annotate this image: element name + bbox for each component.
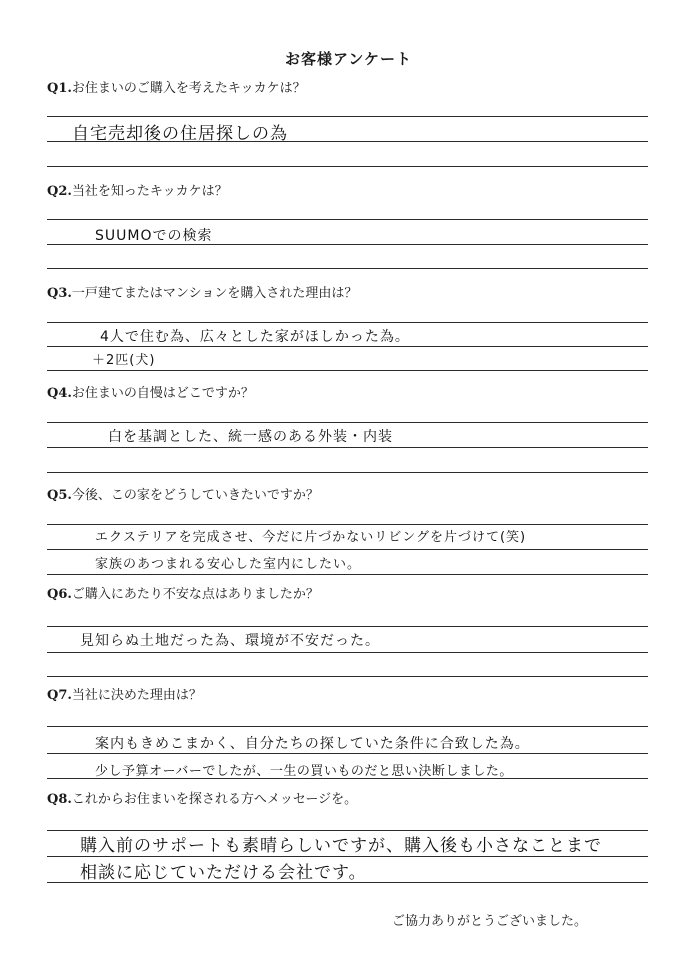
answer-rule bbox=[47, 524, 648, 525]
question-2 bbox=[47, 180, 228, 199]
question-text: ご購入にあたり不安な点はありましたか？ bbox=[71, 587, 319, 602]
answer-rule bbox=[47, 778, 648, 779]
closing-message: ご協力ありがとうございました。 bbox=[392, 914, 588, 929]
question-number: Q2. bbox=[47, 184, 72, 199]
answer-3-line-2: ＋2匹(犬) bbox=[92, 353, 156, 368]
question-1 bbox=[47, 77, 306, 96]
question-7 bbox=[47, 684, 202, 703]
question-text: お住まいのご購入を考えたキッカケは？ bbox=[71, 81, 306, 96]
answer-7-line-1: 案内もきめこまかく、自分たちの探していた条件に合致した為。 bbox=[95, 736, 530, 752]
answer-rule bbox=[47, 116, 648, 117]
answer-rule bbox=[47, 626, 648, 627]
question-6 bbox=[47, 583, 319, 602]
page-title: お客様アンケート bbox=[284, 50, 413, 68]
answer-4-line-1: 白を基調とした、統一感のある外装・内装 bbox=[108, 429, 393, 445]
answer-5-line-2: 家族のあつまれる安心した室内にしたい。 bbox=[95, 557, 362, 572]
question-5 bbox=[47, 484, 319, 503]
question-text: 当社に決めた理由は？ bbox=[71, 688, 202, 703]
question-text: 今後、この家をどうしていきたいですか？ bbox=[71, 488, 319, 503]
answer-rule bbox=[47, 652, 648, 653]
question-text: 一戸建てまたはマンションを購入された理由は？ bbox=[71, 286, 358, 301]
question-text: これからお住まいを探される方へメッセージを。 bbox=[71, 792, 358, 807]
question-number: Q4. bbox=[47, 386, 72, 401]
answer-rule bbox=[47, 549, 648, 550]
answer-5-line-1: エクステリアを完成させ、今だに片づかないリビングを片づけて(笑) bbox=[95, 530, 527, 545]
question-8 bbox=[47, 788, 357, 807]
question-4 bbox=[47, 382, 254, 401]
answer-rule bbox=[47, 166, 648, 167]
answer-8-line-1: 購入前のサポートも素晴らしいですが、購入後も小さなことまで bbox=[80, 836, 602, 856]
answer-rule bbox=[47, 268, 648, 269]
answer-rule bbox=[47, 322, 648, 323]
answer-rule bbox=[47, 856, 648, 857]
question-number: Q8. bbox=[47, 792, 72, 807]
answer-7-line-2: 少し予算オーバーでしたが、一生の買いものだと思い決断しました。 bbox=[95, 764, 513, 779]
answer-2-line-1: SUUMOでの検索 bbox=[95, 228, 213, 244]
answer-rule bbox=[47, 472, 648, 473]
answer-rule bbox=[47, 753, 648, 754]
question-number: Q7. bbox=[47, 688, 72, 703]
answer-rule bbox=[47, 346, 648, 347]
answer-1-line-1: 自宅売却後の住居探しの為 bbox=[72, 124, 288, 144]
answer-rule bbox=[47, 370, 648, 371]
question-number: Q6. bbox=[47, 587, 72, 602]
answer-8-line-2: 相談に応じていただける会社です。 bbox=[80, 863, 367, 883]
question-number: Q3. bbox=[47, 286, 72, 301]
question-text: お住まいの自慢はどこですか？ bbox=[71, 386, 254, 401]
question-number: Q5. bbox=[47, 488, 72, 503]
answer-rule bbox=[47, 882, 648, 883]
answer-rule bbox=[47, 830, 648, 831]
question-number: Q1. bbox=[47, 81, 72, 96]
answer-rule bbox=[47, 447, 648, 448]
answer-rule bbox=[47, 574, 648, 575]
answer-rule bbox=[47, 726, 648, 727]
answer-rule bbox=[47, 219, 648, 220]
answer-rule bbox=[47, 676, 648, 677]
answer-6-line-1: 見知らぬ土地だった為、環境が不安だった。 bbox=[80, 633, 380, 649]
answer-3-line-1: 4人で住む為、広々とした家がほしかった為。 bbox=[100, 329, 410, 345]
answer-rule bbox=[47, 422, 648, 423]
answer-rule bbox=[47, 244, 648, 245]
answer-rule bbox=[47, 141, 648, 142]
question-text: 当社を知ったキッカケは？ bbox=[71, 184, 228, 199]
question-3 bbox=[47, 282, 357, 301]
